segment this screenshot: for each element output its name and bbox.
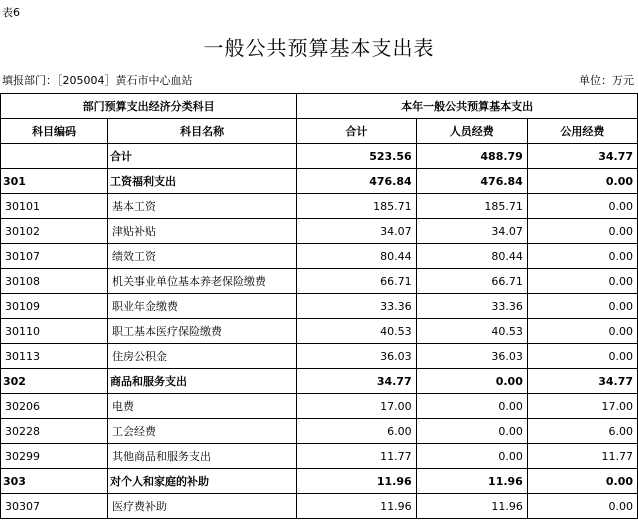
header-personnel: 人员经费 — [416, 119, 527, 144]
row-code: 30108 — [1, 269, 108, 294]
row-personnel: 0.00 — [416, 369, 527, 394]
row-public: 0.00 — [527, 344, 637, 369]
row-personnel: 11.96 — [416, 494, 527, 519]
row-public: 34.77 — [527, 144, 637, 169]
row-name: 其他商品和服务支出 — [108, 444, 297, 469]
row-personnel: 488.79 — [416, 144, 527, 169]
row-personnel: 476.84 — [416, 169, 527, 194]
row-public: 11.77 — [527, 444, 637, 469]
row-name: 机关事业单位基本养老保险缴费 — [108, 269, 297, 294]
table-row — [1, 494, 638, 519]
row-personnel: 185.71 — [416, 194, 527, 219]
row-total: 66.71 — [297, 269, 417, 294]
row-total: 476.84 — [297, 169, 417, 194]
row-name: 医疗费补助 — [108, 494, 297, 519]
header-public: 公用经费 — [527, 119, 637, 144]
row-total: 34.77 — [297, 369, 417, 394]
row-code: 30110 — [1, 319, 108, 344]
table-row — [1, 219, 638, 244]
row-personnel: 0.00 — [416, 419, 527, 444]
table-row — [1, 169, 638, 194]
row-personnel: 80.44 — [416, 244, 527, 269]
row-code: 30109 — [1, 294, 108, 319]
table-row — [1, 319, 638, 344]
table-row — [1, 444, 638, 469]
row-name: 绩效工资 — [108, 244, 297, 269]
row-total: 11.77 — [297, 444, 417, 469]
row-total: 17.00 — [297, 394, 417, 419]
row-code: 302 — [1, 369, 108, 394]
row-name: 基本工资 — [108, 194, 297, 219]
department-label: 填报部门：［205004］黄石市中心血站 — [2, 74, 193, 87]
table-row — [1, 144, 638, 169]
row-name: 对个人和家庭的补助 — [108, 469, 297, 494]
row-total: 6.00 — [297, 419, 417, 444]
row-public: 0.00 — [527, 469, 637, 494]
row-code: 30206 — [1, 394, 108, 419]
row-total: 185.71 — [297, 194, 417, 219]
table-row — [1, 419, 638, 444]
budget-table — [0, 93, 638, 519]
header-total: 合计 — [297, 119, 417, 144]
unit-label: 单位：万元 — [579, 74, 634, 87]
row-name: 电费 — [108, 394, 297, 419]
row-total: 36.03 — [297, 344, 417, 369]
row-public: 34.77 — [527, 369, 637, 394]
row-public: 0.00 — [527, 244, 637, 269]
row-code: 30113 — [1, 344, 108, 369]
row-code — [1, 144, 108, 169]
row-code: 30307 — [1, 494, 108, 519]
row-name: 职业年金缴费 — [108, 294, 297, 319]
row-public: 0.00 — [527, 319, 637, 344]
row-name: 商品和服务支出 — [108, 369, 297, 394]
row-code: 301 — [1, 169, 108, 194]
header-left-group: 部门预算支出经济分类科目 — [1, 94, 297, 119]
row-public: 0.00 — [527, 219, 637, 244]
row-personnel: 40.53 — [416, 319, 527, 344]
table-row — [1, 244, 638, 269]
row-code: 30299 — [1, 444, 108, 469]
page-title: 一般公共预算基本支出表 — [203, 36, 435, 60]
header-right-group: 本年一般公共预算基本支出 — [297, 94, 638, 119]
row-code: 303 — [1, 469, 108, 494]
table-row — [1, 469, 638, 494]
table-row — [1, 394, 638, 419]
row-public: 0.00 — [527, 269, 637, 294]
row-public: 0.00 — [527, 294, 637, 319]
row-name: 工资福利支出 — [108, 169, 297, 194]
row-public: 17.00 — [527, 394, 637, 419]
row-name: 住房公积金 — [108, 344, 297, 369]
row-personnel: 11.96 — [416, 469, 527, 494]
table-row — [1, 369, 638, 394]
table-row — [1, 194, 638, 219]
row-public: 0.00 — [527, 494, 637, 519]
row-code: 30228 — [1, 419, 108, 444]
row-public: 0.00 — [527, 194, 637, 219]
row-personnel: 0.00 — [416, 394, 527, 419]
row-name: 职工基本医疗保险缴费 — [108, 319, 297, 344]
row-name: 合计 — [108, 144, 297, 169]
row-public: 0.00 — [527, 169, 637, 194]
row-personnel: 36.03 — [416, 344, 527, 369]
header-code: 科目编码 — [1, 119, 108, 144]
table-row — [1, 294, 638, 319]
row-total: 40.53 — [297, 319, 417, 344]
row-total: 33.36 — [297, 294, 417, 319]
row-code: 30101 — [1, 194, 108, 219]
row-code: 30107 — [1, 244, 108, 269]
row-total: 11.96 — [297, 494, 417, 519]
row-name: 津贴补贴 — [108, 219, 297, 244]
row-personnel: 33.36 — [416, 294, 527, 319]
row-personnel: 0.00 — [416, 444, 527, 469]
table-row — [1, 269, 638, 294]
row-name: 工会经费 — [108, 419, 297, 444]
table-row — [1, 344, 638, 369]
row-total: 523.56 — [297, 144, 417, 169]
row-total: 80.44 — [297, 244, 417, 269]
row-personnel: 34.07 — [416, 219, 527, 244]
row-personnel: 66.71 — [416, 269, 527, 294]
row-total: 11.96 — [297, 469, 417, 494]
row-public: 6.00 — [527, 419, 637, 444]
row-total: 34.07 — [297, 219, 417, 244]
table-number-label: 表6 — [2, 6, 20, 19]
table-body — [1, 144, 638, 519]
row-code: 30102 — [1, 219, 108, 244]
header-name: 科目名称 — [108, 119, 297, 144]
